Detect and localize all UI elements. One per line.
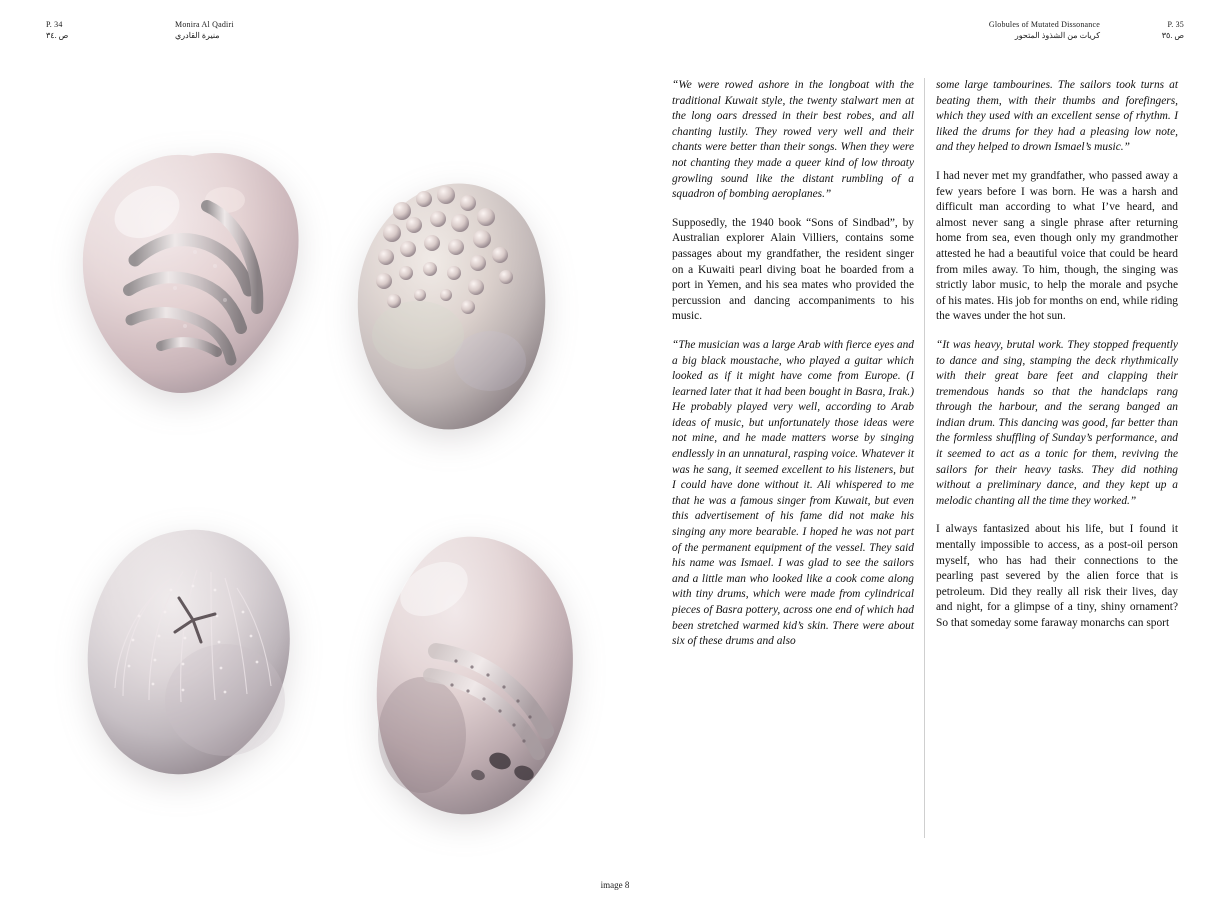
folio-left-arabic: ص .٣٤ xyxy=(46,31,69,40)
text-column-1 xyxy=(672,78,914,838)
paragraph-quote-2: “The musician was a large Arab with fierce eyes and a big black moustache, who played a guitar which looked as if it might have come from Europe. (I learned later that it had been bought in Basra, Irak.) He probably played very well, according to Arab ideas of music, but unfortunately those ideas were not mine, and he made matters worse by singing endlessly in an unnatural, rasping voice. Whatever it was he sang, it seemed excellent to his listeners, but I could have done without it. Ali whispered to me that he was a famous singer from Kuwait, but even this advertisement of his fame did not make his singing any more bearable. I hoped he was not part of the permanent equipment of the vessel. They said his name was Ismael. I was glad to see the sailors and a little man who looked like a cook come along with tiny drums, which were made from cylindrical pieces of Basra pottery, across one end of which had been stretched warmed kid’s skin. There were about six of these drums and also xyxy=(672,338,914,648)
chapter-title-latin: Globules of Mutated Dissonance xyxy=(988,20,1100,29)
folio-right-latin: P. 35 xyxy=(1167,20,1184,29)
chapter-title-arabic: كريات من الشذوذ المتحور xyxy=(1014,31,1100,40)
running-head-right-title xyxy=(989,20,1100,40)
paragraph-quote-4: “It was heavy, brutal work. They stopped frequently to dance and sing, stamping the deck rhythmically with their great bare feet and clapping their tremendous hands so that the handclaps rang through the harbour, and the serang banged an indian drum. This dancing was good, far better than the formless shuffling of Sunday’s performance, and it seemed to act as a tonic for them, reviving the sailors for their heavy tasks. They did nothing without a preliminary dance, and they kept up a melodic chanting all the time they worked.” xyxy=(936,338,1178,507)
paragraph-quote-1: “We were rowed ashore in the longboat with the traditional Kuwait style, the twenty stalwart men at the long oars dressed in their best robes, and all chanting lustily. They rowed very well and their chants were better than their songs. When they were not chanting they made a queer kind of low throaty growling sound like the distant rumbling of a squadron of bombing aeroplanes.” xyxy=(672,79,914,201)
folio-right-arabic: ص .٣٥ xyxy=(1161,31,1184,40)
pearl-baroque-with-engraved-band xyxy=(360,525,590,825)
paragraph-body-2: I had never met my grandfather, who passed away a few years before I was born. He was a harsh and difficult man according to what I’ve heard, and almost never sang a single phrase after returning home from sea, even though only my grandmother attested he had a beautiful voice that could be heard from miles away. To him, though, the singing was strictly labor music, to help the morale and psyche of his mates. His job for months on end, while riding the waves under the hot sun. xyxy=(936,169,1178,323)
folio-left-latin: P. 34 xyxy=(46,20,63,29)
text-column-2 xyxy=(936,78,1178,838)
author-name-latin: Monira Al Qadiri xyxy=(175,20,234,29)
pearl-knobbed-cluster xyxy=(340,165,565,450)
body-text-area xyxy=(672,78,1178,838)
running-head-right-folio xyxy=(1162,20,1184,40)
running-head-left-folio xyxy=(46,20,68,40)
running-head-left-title xyxy=(175,20,234,40)
paragraph-body-3: I always fantasized about his life, but I found it mentally impossible to access, as a post-oil person myself, who has had their connections to the pearling past severed by the alien force that is petroleum. Did they really all risk their lives, day and night, for a glimpse of a tiny, shiny ornament? So that someday some faraway monarchs can sport xyxy=(936,523,1178,629)
paragraph-quote-3: some large tambourines. The sailors took turns at beating them, with their thumbs and forefingers, which they used with an excellent sense of rhythm. I liked the drums for they had a pleasing low note, and they helped to drown Ismael’s music.” xyxy=(936,79,1178,154)
figure-caption: image 8 xyxy=(600,880,630,890)
image-plate xyxy=(40,70,640,860)
paragraph-body-1: Supposedly, the 1940 book “Sons of Sindbad”, by Australian explorer Alain Villiers, contains some passages about my grandfather, the resident singer on a Kuwaiti pearl diving boat he boarded from a port in Yemen, and his sea mates who provided the percussion and dancing accompaniments to his music. xyxy=(672,216,914,323)
author-name-arabic: منيرة القادري xyxy=(175,31,220,40)
pearl-heart-with-metal-bands xyxy=(75,140,315,410)
pearl-urchin-ribbed xyxy=(75,520,310,790)
